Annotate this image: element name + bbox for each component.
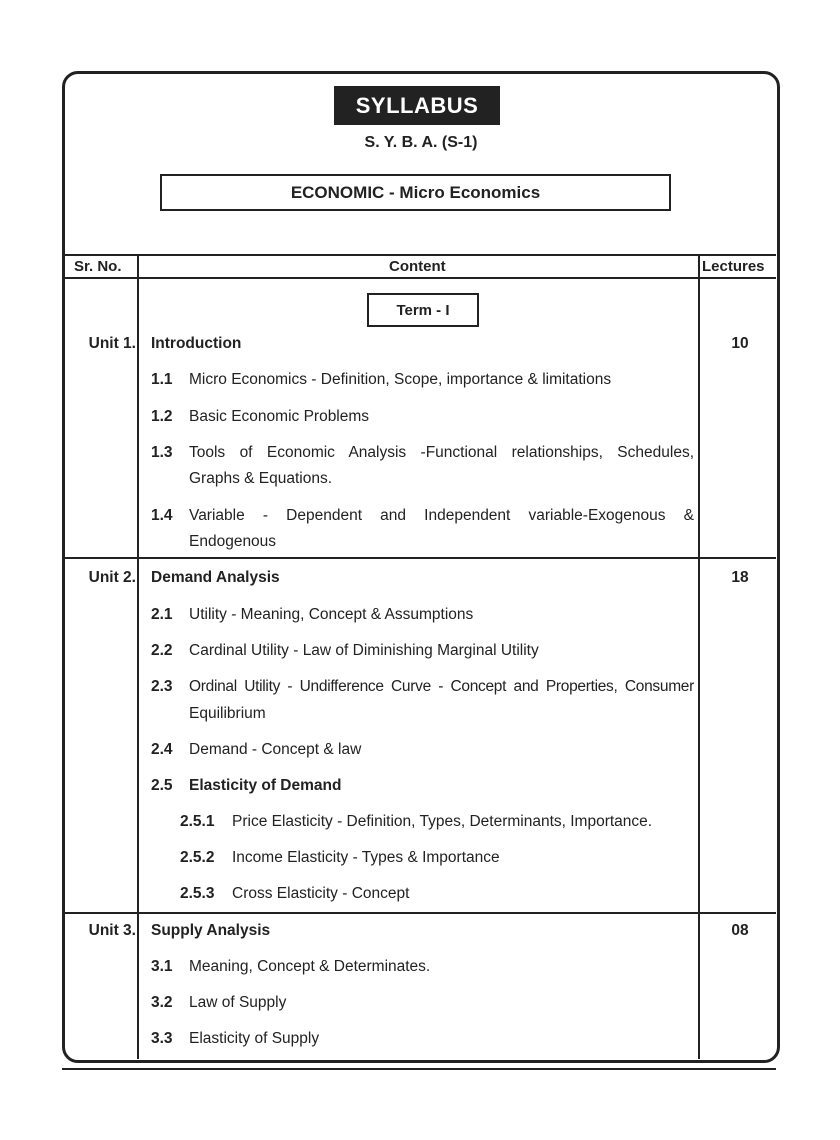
item-text: Demand - Concept & law bbox=[189, 741, 362, 758]
item-text: Basic Economic Problems bbox=[189, 408, 370, 425]
item-text: Law of Supply bbox=[189, 994, 287, 1011]
subitem-text: Cross Elasticity - Concept bbox=[232, 885, 410, 902]
unit2-divider bbox=[64, 912, 776, 914]
unit-label: Unit 1. bbox=[88, 335, 136, 352]
item-number: 2.2 bbox=[151, 642, 173, 659]
item-text: Meaning, Concept & Determinates. bbox=[189, 958, 431, 975]
item-number: 1.2 bbox=[151, 408, 173, 425]
item-number: 2.5 bbox=[151, 777, 173, 794]
unit-title: Supply Analysis bbox=[151, 922, 271, 939]
item-text: Utility - Meaning, Concept & Assumptions bbox=[189, 606, 474, 623]
item-number: 2.1 bbox=[151, 606, 173, 623]
term-label: Term - I bbox=[367, 293, 479, 327]
syllabus-title: SYLLABUS bbox=[334, 86, 500, 125]
unit-lectures: 10 bbox=[731, 335, 749, 352]
class-subtitle: S. Y. B. A. (S-1) bbox=[364, 134, 478, 151]
item-text: Micro Economics - Definition, Scope, importance & limitations bbox=[189, 371, 612, 388]
item-text-continued: Graphs & Equations. bbox=[189, 470, 333, 487]
unit-label: Unit 2. bbox=[88, 569, 136, 586]
item-number: 3.3 bbox=[151, 1030, 173, 1047]
item-number: 1.3 bbox=[151, 444, 173, 461]
subject-title: ECONOMIC - Micro Economics bbox=[160, 174, 671, 211]
item-text-continued: Endogenous bbox=[189, 533, 277, 550]
header-sr-no: Sr. No. bbox=[74, 258, 122, 275]
item-number: 2.3 bbox=[151, 678, 173, 695]
unit-title: Demand Analysis bbox=[151, 569, 280, 586]
item-text: Cardinal Utility - Law of Diminishing Marginal Utility bbox=[189, 642, 539, 659]
subitem-text: Price Elasticity - Definition, Types, Determinants, Importance. bbox=[232, 813, 653, 830]
column-divider-left bbox=[137, 254, 139, 1059]
unit-lectures: 18 bbox=[731, 569, 749, 586]
subitem-number: 2.5.2 bbox=[180, 849, 215, 866]
item-text: Variable - Dependent and Independent variable-Exogenous & bbox=[189, 507, 694, 524]
item-text: Ordinal Utility - Undifference Curve - Concept and Properties, Consumer bbox=[189, 678, 694, 695]
unit-lectures: 08 bbox=[731, 922, 749, 939]
unit-title: Introduction bbox=[151, 335, 242, 352]
table-top-border bbox=[64, 254, 776, 256]
item-number: 3.1 bbox=[151, 958, 173, 975]
subitem-text: Income Elasticity - Types & Importance bbox=[232, 849, 500, 866]
item-text: Elasticity of Demand bbox=[189, 777, 342, 794]
header-bottom-border bbox=[64, 277, 776, 279]
header-content: Content bbox=[389, 258, 446, 275]
header-lectures: Lectures bbox=[702, 258, 765, 275]
subitem-number: 2.5.1 bbox=[180, 813, 215, 830]
subitem-number: 2.5.3 bbox=[180, 885, 215, 902]
unit1-divider bbox=[64, 557, 776, 559]
item-text: Elasticity of Supply bbox=[189, 1030, 320, 1047]
item-text-continued: Equilibrium bbox=[189, 705, 266, 722]
item-number: 3.2 bbox=[151, 994, 173, 1011]
unit-label: Unit 3. bbox=[88, 922, 136, 939]
item-number: 1.4 bbox=[151, 507, 173, 524]
item-number: 1.1 bbox=[151, 371, 173, 388]
item-text: Tools of Economic Analysis -Functional relationships, Schedules, bbox=[189, 444, 694, 461]
item-number: 2.4 bbox=[151, 741, 173, 758]
footer-rule bbox=[62, 1068, 776, 1070]
